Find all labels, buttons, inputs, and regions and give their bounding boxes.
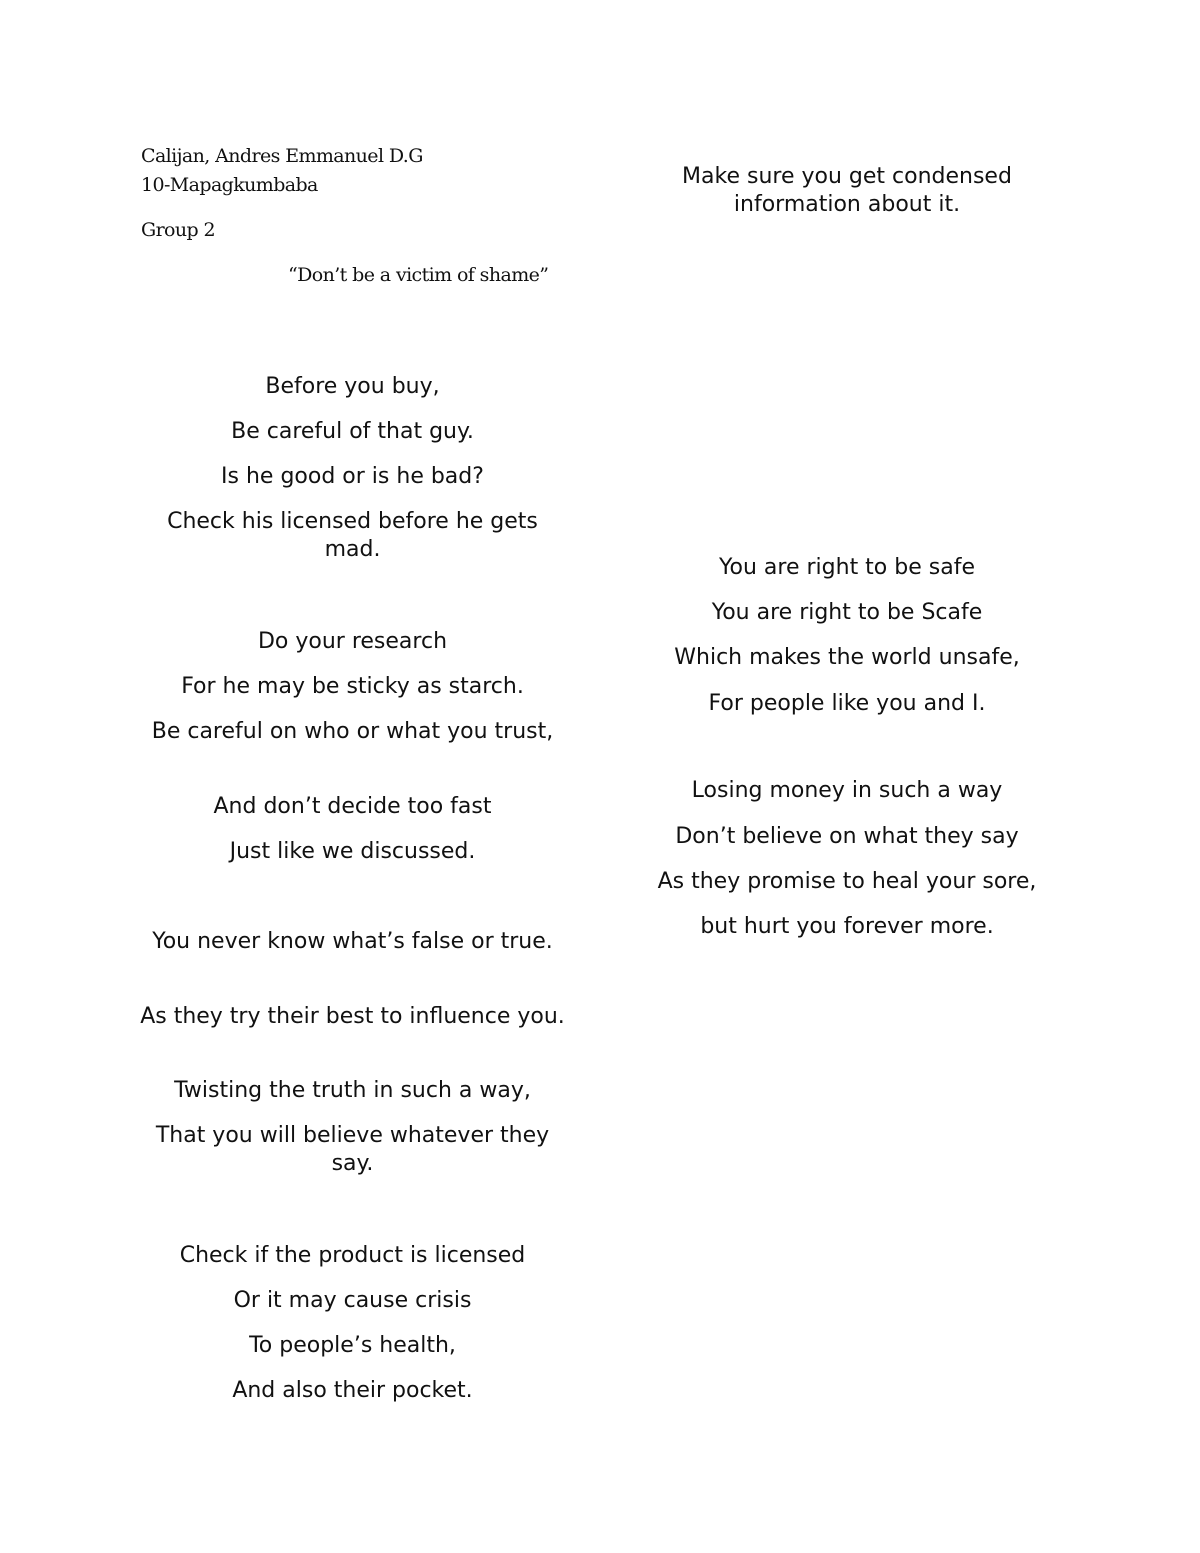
poem-title: “Don’t be a victim of shame” xyxy=(288,264,549,286)
poem-line: Twisting the truth in such a way, xyxy=(174,1078,531,1103)
poem-line: Check his licensed before he gets mad. xyxy=(167,509,538,562)
author-name: Calijan, Andres Emmanuel D.G xyxy=(141,145,423,167)
poem-line: And also their pocket. xyxy=(232,1378,473,1403)
poem-line: As they promise to heal your sore, xyxy=(657,869,1037,894)
poem-line: Do your research xyxy=(257,629,448,654)
poem-line: You never know what’s false or true. xyxy=(152,929,553,954)
poem-line: Just like we discussed. xyxy=(229,839,476,864)
poem-line: That you will believe whatever they say. xyxy=(155,1123,550,1176)
poem-line: Losing money in such a way xyxy=(691,778,1003,803)
section-name: 10-Mapagkumbaba xyxy=(141,174,318,196)
poem-line: Be careful on who or what you trust, xyxy=(151,719,554,744)
poem-line: And don’t decide too fast xyxy=(213,794,492,819)
poem-line: Don’t believe on what they say xyxy=(675,824,1019,849)
poem-line: For he may be sticky as starch. xyxy=(181,674,524,699)
poem-line: You are right to be safe xyxy=(719,555,975,580)
group-label: Group 2 xyxy=(141,219,216,241)
poem-line: You are right to be Scafe xyxy=(711,600,983,625)
poem-line: but hurt you forever more. xyxy=(700,914,994,939)
poem-line: Before you buy, xyxy=(265,374,440,399)
poem-line: As they try their best to influence you. xyxy=(140,1004,565,1029)
poem-line: Make sure you get condensed information about it. xyxy=(682,164,1012,217)
poem-line: Or it may cause crisis xyxy=(233,1288,472,1313)
poem-line: Which makes the world unsafe, xyxy=(674,645,1020,670)
poem-line: Be careful of that guy. xyxy=(231,419,474,444)
poem-line: Is he good or is he bad? xyxy=(221,464,484,489)
poem-line: To people’s health, xyxy=(249,1333,456,1358)
poem-line: For people like you and I. xyxy=(708,691,986,716)
poem-line: Check if the product is licensed xyxy=(179,1243,526,1268)
